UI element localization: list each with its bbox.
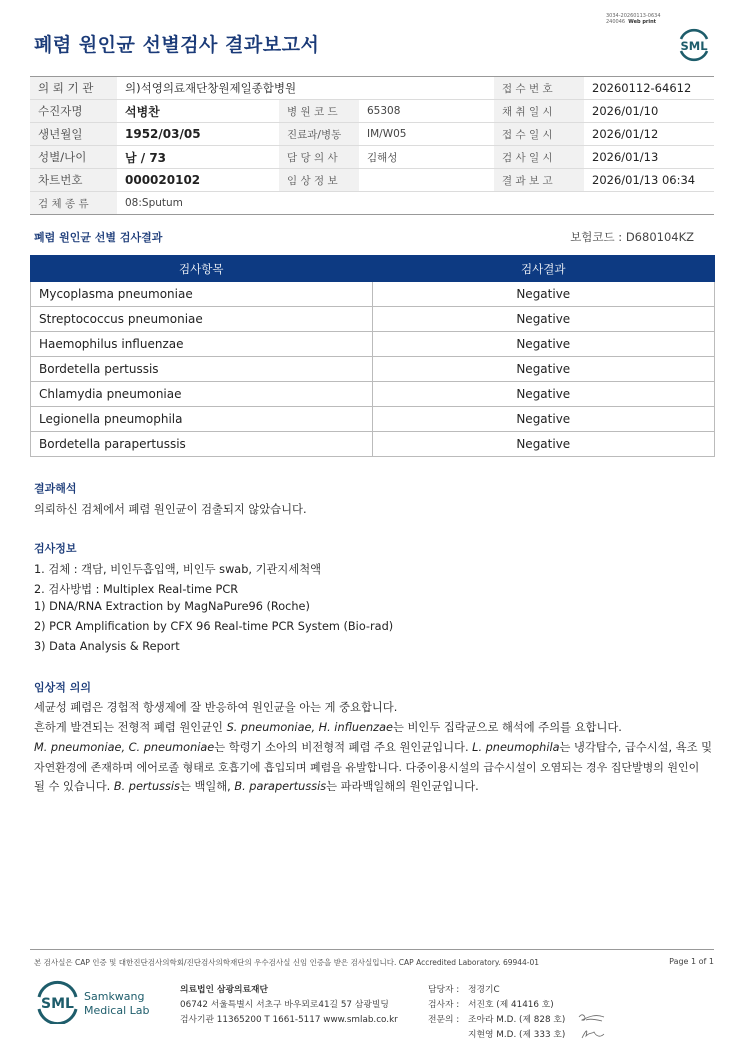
org-address: 06742 서울특별시 서초구 바우뫼로41길 57 삼광빌딩 <box>180 1000 389 1010</box>
table-row <box>31 307 715 332</box>
staff-label-tester: 검사자 : <box>428 1000 460 1010</box>
receipt-date-value: 2026/01/12 <box>584 123 714 146</box>
test-item: Mycoplasma pneumoniae <box>31 282 373 307</box>
info-row <box>30 169 714 192</box>
accreditation-note: 본 검사실은 CAP 인증 및 대한진단검사의학회/진단검사의학재단의 우수검사실 신임 인증을 받은 검사실입니다. CAP Accredited Laboratory. 69944-01 <box>34 958 540 967</box>
clinical-info-label: 임 상 정 보 <box>279 169 359 192</box>
test-result: Negative <box>372 307 714 332</box>
specimen-type-label: 검 체 종 류 <box>30 192 117 215</box>
sml-logo-text: SML <box>680 39 708 53</box>
table-row <box>31 357 715 382</box>
specimen-type-value: 08:Sputum <box>117 192 714 215</box>
info-row <box>30 123 714 146</box>
organism-italic: M. pneumoniae, C. pneumoniae <box>34 741 215 754</box>
test-result: Negative <box>372 357 714 382</box>
requester-value: 의)석영의료재단창원제일종합병원 <box>117 77 494 100</box>
test-item: Bordetella parapertussis <box>31 432 373 457</box>
staff-manager: 정경기C <box>468 985 500 995</box>
clinical-line-5: 될 수 있습니다. B. pertussis는 백일해, B. parapertussis는 파라백일해의 원인균입니다. <box>34 780 479 793</box>
patient-info-table <box>30 76 714 215</box>
test-item: Chlamydia pneumoniae <box>31 382 373 407</box>
hospital-code-value: 65308 <box>359 100 494 123</box>
test-info-line: 3) Data Analysis & Report <box>34 640 180 653</box>
chart-number-value: 000020102 <box>117 169 279 192</box>
test-info-line: 2. 검사방법 : Multiplex Real-time PCR <box>34 583 239 596</box>
test-item: Haemophilus influenzae <box>31 332 373 357</box>
results-table <box>30 255 715 457</box>
staff-specialist-2: 지현영 M.D. (제 333 호) <box>468 1030 566 1040</box>
report-code-line1: 3034-20260113-0634 <box>606 13 661 19</box>
clinical-info-value <box>359 169 494 192</box>
clinical-line-4: 자연환경에 존재하며 에어로졸 형태로 호흡기에 흡입되며 폐렴을 유발합니다. 다중이용시설의 급수시설이 오염되는 경우 집단발병의 원인이 <box>34 761 700 774</box>
page-number: Page 1 of 1 <box>669 957 714 966</box>
info-row <box>30 146 714 169</box>
chart-number-label: 차트번호 <box>30 169 117 192</box>
collection-date-label: 채 취 일 시 <box>494 100 584 123</box>
collection-date-value: 2026/01/10 <box>584 100 714 123</box>
table-row <box>31 282 715 307</box>
clinical-line-1: 세균성 폐렴은 경험적 항생제에 잘 반응하여 원인균을 아는 게 중요합니다. <box>34 701 398 714</box>
physician-value: 김해성 <box>359 146 494 169</box>
results-section-title: 폐렴 원인균 선별 검사결과 <box>34 231 163 244</box>
info-row <box>30 192 714 215</box>
interpretation-heading: 결과해석 <box>34 482 77 495</box>
test-info-heading: 검사정보 <box>34 542 77 555</box>
receipt-date-label: 접 수 일 시 <box>494 123 584 146</box>
patient-name-label: 수진자명 <box>30 100 117 123</box>
test-item: Bordetella pertussis <box>31 357 373 382</box>
results-header-row <box>31 256 715 282</box>
staff-label-specialist: 전문의 : <box>428 1015 460 1025</box>
sex-age-label: 성별/나이 <box>30 146 117 169</box>
test-result: Negative <box>372 432 714 457</box>
accession-label: 접 수 번 호 <box>494 77 584 100</box>
insurance-code: 보험코드 : D680104KZ <box>570 230 694 244</box>
report-title: 폐렴 원인균 선별검사 결과보고서 <box>34 34 320 56</box>
test-info-line: 2) PCR Amplification by CFX 96 Real-time PCR System (Bio-rad) <box>34 620 394 633</box>
org-name: 의료법인 삼광의료재단 <box>180 985 269 995</box>
info-row <box>30 77 714 100</box>
birthdate-value: 1952/03/05 <box>117 123 279 146</box>
department-value: IM/W05 <box>359 123 494 146</box>
birthdate-label: 생년월일 <box>30 123 117 146</box>
col-test-result: 검사결과 <box>372 256 714 282</box>
test-info-line: 1. 검체 : 객담, 비인두흡입액, 비인두 swab, 기관지세척액 <box>34 563 322 576</box>
org-contact: 검사기관 11365200 T 1661-5117 www.smlab.co.kr <box>180 1015 398 1025</box>
test-result: Negative <box>372 382 714 407</box>
department-label: 진료과/병동 <box>279 123 359 146</box>
patient-name-value: 석병찬 <box>117 100 279 123</box>
organism-italic: L. pneumophila <box>472 741 560 754</box>
report-code-id: 240046 <box>606 19 626 25</box>
col-test-item: 검사항목 <box>31 256 373 282</box>
staff-label-manager: 담당자 : <box>428 985 460 995</box>
test-item: Legionella pneumophila <box>31 407 373 432</box>
clinical-line-2: 흔하게 발견되는 전형적 폐렴 원인균인 S. pneumoniae, H. influenzae는 비인두 집락균으로 해석에 주의를 요합니다. <box>34 721 622 734</box>
test-info-line: 1) DNA/RNA Extraction by MagNaPure96 (Roche) <box>34 600 310 613</box>
samkwang-logo-text: SML <box>41 996 74 1012</box>
hospital-code-label: 병 원 코 드 <box>279 100 359 123</box>
report-date-value: 2026/01/13 06:34 <box>584 169 714 192</box>
organism-italic: B. pertussis <box>113 780 180 793</box>
sex-age-value: 남 / 73 <box>117 146 279 169</box>
info-row <box>30 100 714 123</box>
report-date-label: 결 과 보 고 <box>494 169 584 192</box>
medical-lab-name: Medical Lab <box>84 1004 150 1017</box>
table-row <box>31 332 715 357</box>
interpretation-text: 의뢰하신 검체에서 폐렴 원인균이 검출되지 않았습니다. <box>34 503 307 516</box>
test-result: Negative <box>372 332 714 357</box>
test-date-label: 검 사 일 시 <box>494 146 584 169</box>
samkwang-name: Samkwang <box>84 990 145 1003</box>
test-result: Negative <box>372 282 714 307</box>
test-result: Negative <box>372 407 714 432</box>
staff-specialist-1: 조아라 M.D. (제 828 호) <box>468 1015 566 1025</box>
footer-divider <box>30 949 714 950</box>
requester-label: 의 뢰 기 관 <box>30 77 117 100</box>
table-row <box>31 382 715 407</box>
test-date-value: 2026/01/13 <box>584 146 714 169</box>
report-code <box>606 13 661 25</box>
samkwang-logo-icon <box>36 980 156 1024</box>
clinical-heading: 임상적 의의 <box>34 681 91 694</box>
physician-label: 담 당 의 사 <box>279 146 359 169</box>
test-item: Streptococcus pneumoniae <box>31 307 373 332</box>
sml-logo-icon <box>674 24 714 62</box>
table-row <box>31 432 715 457</box>
signature-icon <box>576 1008 608 1042</box>
table-row <box>31 407 715 432</box>
organism-italic: S. pneumoniae, H. influenzae <box>226 721 393 734</box>
web-print-label: Web print <box>628 19 657 25</box>
organism-italic: B. parapertussis <box>234 780 327 793</box>
staff-tester: 서진호 (제 41416 호) <box>468 1000 554 1010</box>
accession-value: 20260112-64612 <box>584 77 714 100</box>
clinical-line-3: M. pneumoniae, C. pneumoniae는 학령기 소아의 비전형적 폐렴 주요 원인균입니다. L. pneumophila는 냉각탑수, 급수시설, 욕조 및 <box>34 741 713 754</box>
